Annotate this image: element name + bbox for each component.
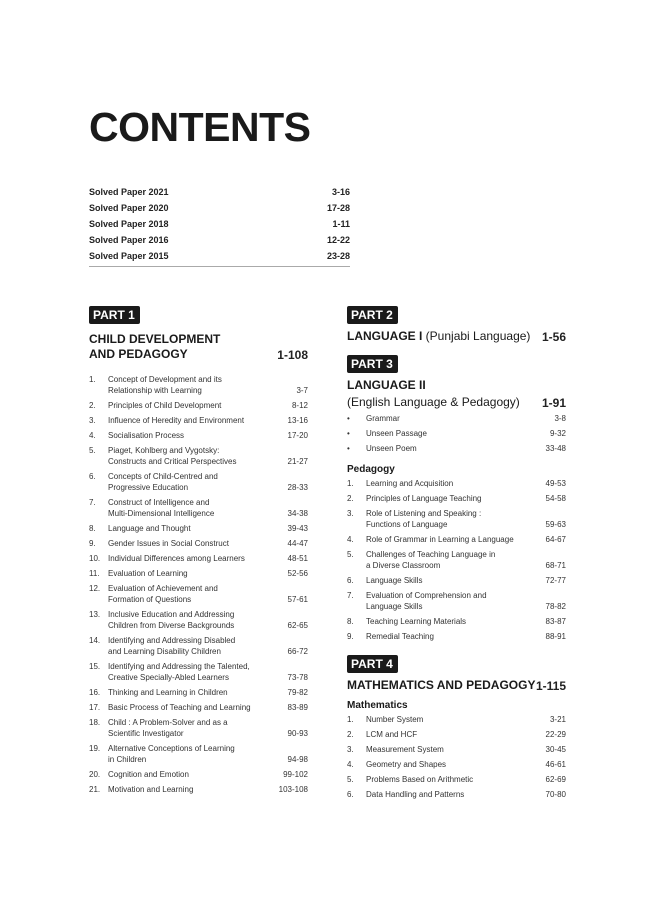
list-item <box>347 616 566 627</box>
item-title <box>366 478 546 489</box>
item-number: 3. <box>347 745 354 754</box>
solved-paper-row <box>89 216 350 232</box>
list-item <box>347 759 566 770</box>
item-number: 12. <box>89 584 101 593</box>
item-title-line: Progressive Education <box>108 483 189 492</box>
list-item <box>89 583 308 605</box>
list-item <box>89 661 308 683</box>
part1-items <box>89 374 308 795</box>
item-pages: 83-87 <box>545 617 566 626</box>
part1-heading-line1: CHILD DEVELOPMENT <box>89 332 221 346</box>
item-title <box>366 744 546 755</box>
list-item <box>89 538 308 549</box>
item-title <box>366 729 546 740</box>
item-title <box>366 774 546 785</box>
item-title-line: Teaching Learning Materials <box>366 617 467 626</box>
item-title <box>366 590 546 612</box>
item-number: 10. <box>89 554 101 563</box>
part1-range: 1-108 <box>277 348 308 362</box>
item-pages: 88-91 <box>545 632 566 641</box>
list-item <box>347 789 566 800</box>
item-number: 3. <box>347 509 354 518</box>
item-title-line: Creative Specially-Abled Learners <box>108 673 229 682</box>
item-title-line: Unseen Poem <box>366 444 417 453</box>
item-title-line: in Children <box>108 755 147 764</box>
item-title <box>108 635 288 657</box>
item-title-line: Basic Process of Teaching and Learning <box>108 703 251 712</box>
list-item <box>89 430 308 441</box>
item-number: 15. <box>89 662 101 671</box>
item-number: 8. <box>347 617 354 626</box>
solved-paper-pages: 1-11 <box>332 219 350 229</box>
item-pages: 64-67 <box>545 535 566 544</box>
item-pages: 3-21 <box>549 715 566 724</box>
item-title-line: Challenges of Teaching Language in <box>366 550 496 559</box>
item-title <box>108 769 283 780</box>
item-number: 6. <box>89 472 96 481</box>
item-title-line: Gender Issues in Social Construct <box>108 539 229 548</box>
item-pages: 66-72 <box>287 647 308 656</box>
item-pages: 94-98 <box>287 755 308 764</box>
part1-section <box>89 306 308 799</box>
item-pages: 54-58 <box>545 494 566 503</box>
item-number: • <box>347 414 350 423</box>
part3-range: 1-91 <box>541 396 566 410</box>
item-title <box>366 714 550 725</box>
item-title <box>108 743 288 765</box>
item-title-line: Learning and Acquisition <box>366 479 454 488</box>
item-pages: 49-53 <box>545 479 566 488</box>
item-title <box>108 568 288 579</box>
item-title-line: Identifying and Addressing Disabled <box>108 636 236 645</box>
part1-badge: PART 1 <box>89 306 140 324</box>
item-title <box>108 471 288 493</box>
solved-paper-label: Solved Paper 2021 <box>89 187 169 197</box>
item-title <box>366 575 546 586</box>
part1-heading-line2: AND PEDAGOGY <box>89 347 188 361</box>
item-title-line: Principles of Language Teaching <box>366 494 482 503</box>
item-title-line: Inclusive Education and Addressing <box>108 610 235 619</box>
item-title <box>108 609 288 631</box>
item-title <box>366 428 550 439</box>
item-pages: 8-12 <box>291 401 308 410</box>
list-item <box>347 575 566 586</box>
item-pages: 83-89 <box>287 703 308 712</box>
item-title-line: Remedial Teaching <box>366 632 434 641</box>
item-title-line: Unseen Passage <box>366 429 427 438</box>
item-number: 16. <box>89 688 101 697</box>
item-title <box>366 493 546 504</box>
item-title <box>108 717 288 739</box>
item-title-line: Role of Listening and Speaking : <box>366 509 482 518</box>
item-number: 17. <box>89 703 101 712</box>
page-title: CONTENTS <box>89 104 311 150</box>
item-title-line: Geometry and Shapes <box>366 760 447 769</box>
item-pages: 72-77 <box>545 576 566 585</box>
part4-subtitle: Mathematics <box>347 700 408 711</box>
part4-items <box>347 714 566 800</box>
item-number: 13. <box>89 610 101 619</box>
item-number: 7. <box>347 591 354 600</box>
solved-paper-row <box>89 200 350 216</box>
item-title-line: Measurement System <box>366 745 444 754</box>
item-title-line: Functions of Language <box>366 520 448 529</box>
item-pages: 73-78 <box>287 673 308 682</box>
item-number: 19. <box>89 744 101 753</box>
list-item <box>89 687 308 698</box>
list-item <box>89 445 308 467</box>
part3-subtitle: Pedagogy <box>347 464 395 475</box>
list-item <box>347 508 566 530</box>
item-title <box>366 759 546 770</box>
item-title <box>108 553 288 564</box>
part3-items <box>347 478 566 642</box>
item-title-line: Concept of Development and its <box>108 375 222 384</box>
list-item <box>89 568 308 579</box>
item-title <box>108 400 292 411</box>
solved-paper-pages: 17-28 <box>326 203 350 213</box>
item-number: 2. <box>89 401 96 410</box>
item-title-line: Thinking and Learning in Children <box>108 688 228 697</box>
item-pages: 62-65 <box>287 621 308 630</box>
part4-badge: PART 4 <box>347 655 398 673</box>
item-title <box>108 497 288 519</box>
item-title <box>108 583 288 605</box>
item-title-line: Evaluation of Achievement and <box>108 584 218 593</box>
item-pages: 79-82 <box>287 688 308 697</box>
item-pages: 34-38 <box>287 509 308 518</box>
list-item <box>347 493 566 504</box>
item-pages: 44-47 <box>287 539 308 548</box>
solved-paper-row <box>89 184 350 200</box>
item-title-line: Language Skills <box>366 576 423 585</box>
list-item <box>89 415 308 426</box>
item-title-line: Evaluation of Learning <box>108 569 188 578</box>
list-item <box>89 635 308 657</box>
item-title <box>366 616 546 627</box>
list-item <box>347 590 566 612</box>
solved-papers-list <box>89 184 350 264</box>
item-number: 20. <box>89 770 101 779</box>
part2-subheading: (Punjabi Language) <box>422 329 531 343</box>
item-title <box>108 661 288 683</box>
item-number: 2. <box>347 730 354 739</box>
item-title-line: Problems Based on Arithmetic <box>366 775 474 784</box>
list-item <box>347 729 566 740</box>
list-item <box>89 743 308 765</box>
item-title-line: Scientific Investigator <box>108 729 184 738</box>
item-title <box>108 445 288 467</box>
item-title <box>366 549 546 571</box>
item-pages: 52-56 <box>287 569 308 578</box>
item-title-line: Grammar <box>366 414 400 423</box>
item-title <box>108 784 279 795</box>
part3-heading-line2: (English Language & Pedagogy) <box>347 395 520 409</box>
right-column <box>347 306 566 804</box>
item-pages: 70-80 <box>545 790 566 799</box>
list-item <box>347 744 566 755</box>
item-pages: 17-20 <box>287 431 308 440</box>
item-number: 5. <box>347 775 354 784</box>
part2-heading: LANGUAGE I <box>347 329 423 343</box>
item-title <box>108 374 296 396</box>
item-title-line: Formation of Questions <box>108 595 192 604</box>
item-number: 9. <box>89 539 96 548</box>
item-title-line: Socialisation Process <box>108 431 185 440</box>
solved-paper-label: Solved Paper 2020 <box>89 203 169 213</box>
item-pages: 78-82 <box>545 602 566 611</box>
item-pages: 30-45 <box>545 745 566 754</box>
list-item <box>89 784 308 795</box>
item-pages: 3-7 <box>296 386 308 395</box>
solved-paper-pages: 23-28 <box>326 251 350 261</box>
item-number: 3. <box>89 416 96 425</box>
item-pages: 3-8 <box>554 414 566 423</box>
item-title-line: Evaluation of Comprehension and <box>366 591 487 600</box>
item-pages: 46-61 <box>545 760 566 769</box>
part2-range: 1-56 <box>541 330 566 344</box>
list-item <box>347 631 566 642</box>
item-title <box>366 789 546 800</box>
list-item <box>347 549 566 571</box>
part2-badge: PART 2 <box>347 306 398 324</box>
list-item <box>347 714 566 725</box>
solved-paper-label: Solved Paper 2016 <box>89 235 169 245</box>
item-title <box>366 443 546 454</box>
list-item <box>89 400 308 411</box>
item-number: • <box>347 429 350 438</box>
item-title-line: Alternative Conceptions of Learning <box>108 744 235 753</box>
item-title-line: Relationship with Learning <box>108 386 202 395</box>
solved-paper-row <box>89 232 350 248</box>
list-item <box>89 471 308 493</box>
item-pages: 39-43 <box>287 524 308 533</box>
item-pages: 103-108 <box>278 785 308 794</box>
item-number: 2. <box>347 494 354 503</box>
list-item <box>347 534 566 545</box>
item-number: 1. <box>347 479 354 488</box>
item-pages: 99-102 <box>283 770 308 779</box>
item-title-line: Principles of Child Development <box>108 401 222 410</box>
item-title <box>366 631 546 642</box>
list-item <box>347 428 566 439</box>
item-title <box>366 413 554 424</box>
part3-bullets <box>347 413 566 454</box>
item-pages: 68-71 <box>545 561 566 570</box>
item-number: 4. <box>347 535 354 544</box>
item-title-line: Concepts of Child-Centred and <box>108 472 218 481</box>
item-title <box>108 538 288 549</box>
item-title-line: Child : A Problem-Solver and as a <box>108 718 228 727</box>
item-title-line: Language and Thought <box>108 524 191 533</box>
item-title <box>366 508 546 530</box>
divider <box>89 266 350 267</box>
list-item <box>89 374 308 396</box>
item-pages: 57-61 <box>287 595 308 604</box>
item-pages: 33-48 <box>545 444 566 453</box>
part4-heading: MATHEMATICS AND PEDAGOGY <box>347 678 536 692</box>
item-title-line: Children from Diverse Backgrounds <box>108 621 235 630</box>
item-number: 14. <box>89 636 101 645</box>
part4-range: 1-115 <box>535 679 566 693</box>
solved-paper-label: Solved Paper 2015 <box>89 251 169 261</box>
item-title-line: Piaget, Kohlberg and Vygotsky: <box>108 446 220 455</box>
item-number: 7. <box>89 498 96 507</box>
item-title <box>108 523 288 534</box>
item-title-line: LCM and HCF <box>366 730 418 739</box>
list-item <box>89 717 308 739</box>
item-title-line: Multi-Dimensional Intelligence <box>108 509 215 518</box>
item-pages: 48-51 <box>287 554 308 563</box>
item-title-line: Motivation and Learning <box>108 785 194 794</box>
item-title <box>108 702 288 713</box>
item-title <box>108 415 288 426</box>
list-item <box>347 443 566 454</box>
item-number: 18. <box>89 718 101 727</box>
item-title-line: Cognition and Emotion <box>108 770 189 779</box>
item-title-line: Construct of Intelligence and <box>108 498 210 507</box>
item-pages: 21-27 <box>287 457 308 466</box>
item-pages: 28-33 <box>287 483 308 492</box>
list-item <box>89 609 308 631</box>
item-title-line: Number System <box>366 715 424 724</box>
item-number: 6. <box>347 576 354 585</box>
item-pages: 90-93 <box>287 729 308 738</box>
list-item <box>89 497 308 519</box>
item-pages: 62-69 <box>545 775 566 784</box>
solved-paper-label: Solved Paper 2018 <box>89 219 169 229</box>
item-title <box>366 534 546 545</box>
item-title-line: Influence of Heredity and Environment <box>108 416 245 425</box>
solved-paper-row <box>89 248 350 264</box>
item-title-line: and Learning Disability Children <box>108 647 221 656</box>
item-number: 4. <box>347 760 354 769</box>
item-number: 11. <box>89 569 100 578</box>
item-title-line: Individual Differences among Learners <box>108 554 245 563</box>
item-pages: 22-29 <box>545 730 566 739</box>
item-title-line: Identifying and Addressing the Talented, <box>108 662 250 671</box>
item-number: 4. <box>89 431 96 440</box>
solved-paper-pages: 12-22 <box>326 235 350 245</box>
item-number: • <box>347 444 350 453</box>
item-pages: 9-32 <box>549 429 566 438</box>
item-pages: 59-63 <box>545 520 566 529</box>
item-title-line: Language Skills <box>366 602 423 611</box>
item-title-line: Role of Grammar in Learning a Language <box>366 535 514 544</box>
item-number: 5. <box>347 550 354 559</box>
list-item <box>89 702 308 713</box>
solved-paper-pages: 3-16 <box>331 187 350 197</box>
item-title-line: Data Handling and Patterns <box>366 790 465 799</box>
item-number: 1. <box>89 375 96 384</box>
item-title-line: Constructs and Critical Perspectives <box>108 457 237 466</box>
list-item <box>347 478 566 489</box>
item-pages: 13-16 <box>287 416 308 425</box>
list-item <box>347 413 566 424</box>
item-title <box>108 430 288 441</box>
item-title <box>108 687 288 698</box>
item-number: 21. <box>89 785 101 794</box>
list-item <box>89 769 308 780</box>
item-title-line: a Diverse Classroom <box>366 561 441 570</box>
item-number: 1. <box>347 715 354 724</box>
list-item <box>89 553 308 564</box>
item-number: 5. <box>89 446 96 455</box>
list-item <box>347 774 566 785</box>
list-item <box>89 523 308 534</box>
part3-badge: PART 3 <box>347 355 398 373</box>
part3-heading-line1: LANGUAGE II <box>347 378 426 392</box>
item-number: 8. <box>89 524 96 533</box>
item-number: 9. <box>347 632 354 641</box>
item-number: 6. <box>347 790 354 799</box>
